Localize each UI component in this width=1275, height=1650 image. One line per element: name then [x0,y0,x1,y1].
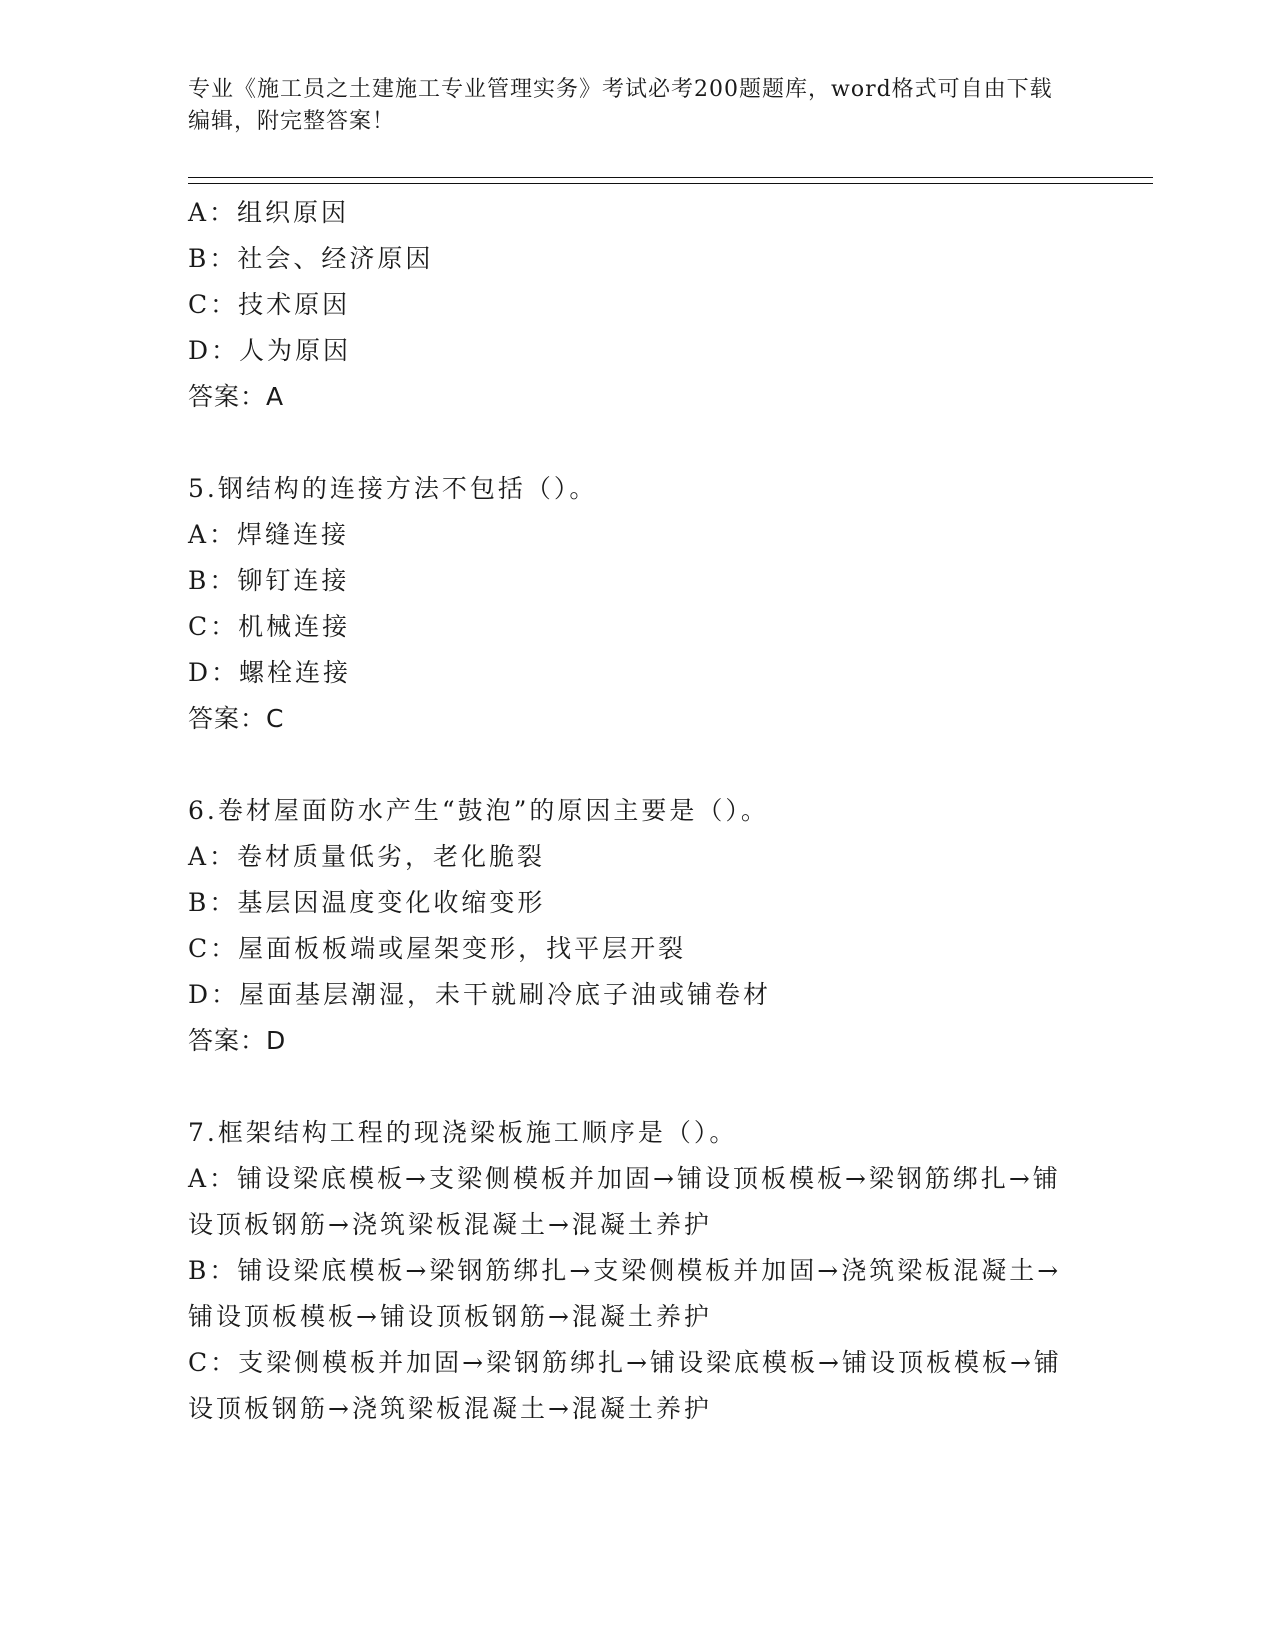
answer-line: 答案：C [188,704,285,733]
option-a: A：焊缝连接 [188,520,350,549]
question-7 [188,1110,1088,1432]
continued-question [188,190,1088,420]
question-text: 6.卷材屋面防水产生“鼓泡”的原因主要是（）。 [188,796,769,825]
option-d: D：屋面基层潮湿，未干就刷冷底子油或铺卷材 [188,980,772,1009]
document-body [188,190,1088,1432]
option-c: C：机械连接 [188,612,351,641]
question-6 [188,788,1088,1064]
option-b: B：社会、经济原因 [188,244,434,273]
answer-line: 答案：A [188,382,285,411]
document-header: 专业《施工员之土建施工专业管理实务》考试必考200题题库，word格式可自由下载编辑，附完整答案！ [188,77,1053,134]
option-a: A：铺设梁底模板→支梁侧模板并加固→铺设顶板模板→梁钢筋绑扎→铺设顶板钢筋→浇筑梁板混凝土→混凝土养护 [188,1164,1061,1239]
option-b: B：铆钉连接 [188,566,350,595]
option-a: A：卷材质量低劣，老化脆裂 [188,842,546,871]
option-d: D：螺栓连接 [188,658,352,687]
option-c: C：屋面板板端或屋架变形，找平层开裂 [188,934,687,963]
question-5 [188,466,1088,742]
question-text: 5.钢结构的连接方法不包括（）。 [188,474,598,503]
answer-line: 答案：D [188,1026,287,1055]
option-a: A：组织原因 [188,198,350,227]
option-c: C：技术原因 [188,290,351,319]
question-text: 7.框架结构工程的现浇梁板施工顺序是（）。 [188,1118,738,1147]
option-b: B：铺设梁底模板→梁钢筋绑扎→支梁侧模板并加固→浇筑梁板混凝土→铺设顶板模板→铺设顶板钢筋→混凝土养护 [188,1256,1062,1331]
header-divider-top [188,177,1153,178]
header-divider-bottom [188,183,1153,184]
option-d: D：人为原因 [188,336,352,365]
option-b: B：基层因温度变化收缩变形 [188,888,546,917]
option-c: C：支梁侧模板并加固→梁钢筋绑扎→铺设梁底模板→铺设顶板模板→铺设顶板钢筋→浇筑梁板混凝土→混凝土养护 [188,1348,1062,1423]
